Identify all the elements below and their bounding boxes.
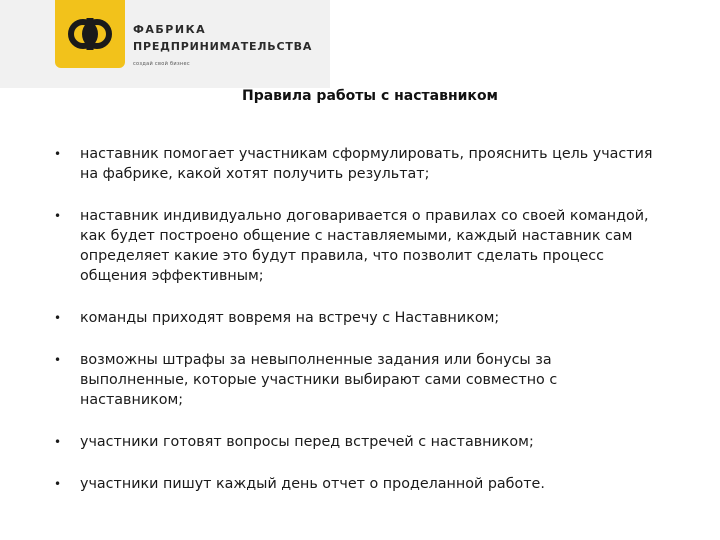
list-item: [52, 206, 662, 286]
brand-name: [133, 21, 312, 67]
bullet-icon: •: [54, 435, 62, 449]
bullet-icon: •: [54, 311, 62, 325]
header-band: [0, 0, 330, 88]
bullet-icon: •: [54, 353, 62, 367]
list-item-text: команды приходят вовремя на встречу с Наставником;: [80, 310, 500, 326]
page-title: Правила работы с наставником: [242, 88, 498, 104]
brand-tagline: создай свой бизнес: [133, 61, 190, 67]
list-item-text: участники готовят вопросы перед встречей с наставником;: [80, 434, 534, 450]
logo: [55, 0, 125, 68]
brand-line1: ФАБРИКА: [133, 23, 207, 36]
list-item: [52, 308, 662, 328]
bullet-icon: •: [54, 477, 62, 491]
brand-line2: ПРЕДПРИНИМАТЕЛЬСТВА: [133, 40, 313, 53]
list-item: [52, 144, 662, 184]
list-item-text: участники пишут каждый день отчет о проделанной работе.: [80, 476, 545, 492]
list-item-text: наставник индивидуально договаривается о правилах со своей командой, как будет построено общение с наставляемыми, каждый наставник сам определяет какие это будут правила, что позволит сделать процесс общения эффективным;: [80, 208, 649, 284]
list-item: [52, 350, 662, 410]
bullet-icon: •: [54, 147, 62, 161]
rules-list: [52, 144, 662, 516]
fabrika-monogram-icon: [55, 0, 125, 68]
bullet-icon: •: [54, 209, 62, 223]
list-item: [52, 432, 662, 452]
list-item: [52, 474, 662, 494]
list-item-text: возможны штрафы за невыполненные задания или бонусы за выполненные, которые участники выбирают сами совместно с наставником;: [80, 352, 558, 408]
list-item-text: наставник помогает участникам сформулировать, прояснить цель участия на фабрике, какой хотят получить результат;: [80, 146, 653, 182]
